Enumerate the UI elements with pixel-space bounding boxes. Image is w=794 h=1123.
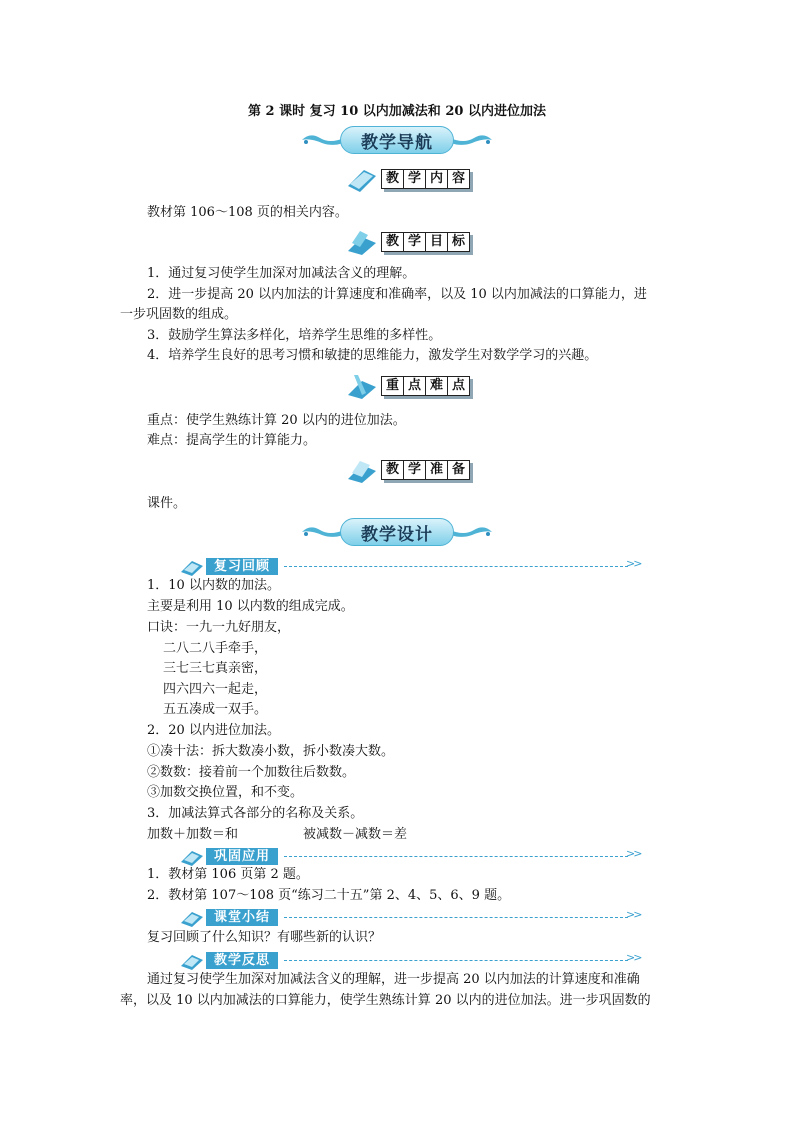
banner-pill [340,126,454,154]
review-4: 二八二八手牵手， [163,641,268,656]
heading-cells: 教 学 准 备 [381,460,470,480]
banner-label: 教学导航 [361,132,433,153]
heading-teaching-content [346,166,476,192]
goal-2-cont: 一步巩固数的组成。 [120,307,238,322]
open-book-icon [346,457,378,483]
reflect-line-2: 率，以及 10 以内加减法的口算能力，使学生熟练计算 20 以内的进位加法。进一步巩固数的 [120,993,651,1008]
review-13b: 被减数－减数＝差 [303,827,408,842]
book-icon [180,907,204,927]
books-icon [346,229,378,255]
section-label: 巩固应用 [206,848,278,865]
review-6: 四六四六一起走， [163,682,268,697]
content-text: 教材第 106～108 页的相关内容。 [147,205,348,220]
book-icon [180,950,204,970]
section-summary [180,907,640,927]
review-9: ①凑十法：拆大数凑小数，拆小数凑大数。 [147,744,395,759]
reflect-line-1: 通过复习使学生加深对加减法含义的理解，进一步提高 20 以内加法的计算速度和准确 [147,972,640,987]
goal-1: 1．通过复习使学生加深对加减法含义的理解。 [147,266,416,281]
section-reflect [180,950,640,970]
review-13a: 加数＋加数＝和 [147,827,239,842]
goal-4: 4．培养学生良好的思考习惯和敏捷的思维能力，激发学生对数学学习的兴趣。 [147,348,598,363]
apply-1: 1．教材第 106 页第 2 题。 [147,867,309,882]
summary-text: 复习回顾了什么知识？有哪些新的认识？ [147,930,382,945]
review-5: 三七三七真亲密， [163,661,268,676]
review-3: 口诀：一九一九好朋友， [147,620,291,635]
heading-key-points [346,373,476,399]
prep-text: 课件。 [147,496,187,511]
heading-cells: 教 学 目 标 [381,232,470,252]
banner-label: 教学设计 [361,524,433,545]
review-12: 3．加减法算式各部分的名称及关系。 [147,806,364,821]
heading-cells: 教 学 内 容 [381,169,470,189]
double-chevron-icon: >> [626,951,641,964]
double-chevron-icon: >> [626,847,641,860]
review-10: ②数数：接着前一个加数往后数数。 [147,765,356,780]
review-11: ③加数交换位置，和不变。 [147,785,304,800]
key-difficulty: 难点：提高学生的计算能力。 [147,433,317,448]
heading-cells: 重 点 难 点 [381,376,470,396]
pencil-book-icon [346,373,378,399]
double-chevron-icon: >> [626,908,641,921]
heading-teaching-goals [346,229,476,255]
apply-2: 2．教材第 107～108 页“练习二十五”第 2、4、5、6、9 题。 [147,888,511,903]
section-review [180,556,640,576]
review-7: 五五凑成一双手。 [163,702,268,717]
banner-teaching-design [300,516,494,552]
double-chevron-icon: >> [626,557,641,570]
book-icon [346,166,378,192]
review-1: 1．10 以内数的加法。 [147,578,280,593]
book-icon [180,556,204,576]
section-label: 复习回顾 [206,558,278,575]
banner-teaching-nav [300,124,494,160]
goal-3: 3．鼓励学生算法多样化，培养学生思维的多样性。 [147,328,442,343]
banner-pill [340,518,454,546]
review-2: 主要是利用 10 以内数的组成完成。 [147,599,354,614]
review-8: 2．20 以内进位加法。 [147,723,280,738]
section-apply [180,846,640,866]
key-focus: 重点：使学生熟练计算 20 以内的进位加法。 [147,413,406,428]
section-label: 教学反思 [206,952,278,969]
lesson-title: 第 2 课时 复习 10 以内加减法和 20 以内进位加法 [248,104,546,119]
section-label: 课堂小结 [206,909,278,926]
heading-teaching-prep [346,457,476,483]
book-icon [180,846,204,866]
goal-2: 2．进一步提高 20 以内加法的计算速度和准确率，以及 10 以内加减法的口算能力，进 [147,287,647,302]
